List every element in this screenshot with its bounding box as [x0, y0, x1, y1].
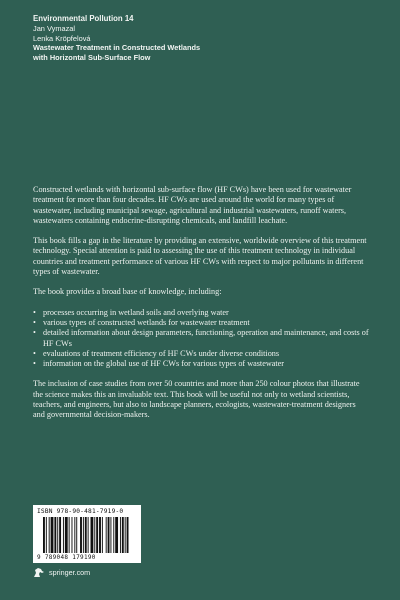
ean-number: 9 789048 179190	[37, 554, 96, 561]
cover-header	[33, 14, 373, 63]
author-name: Jan Vymazal	[33, 23, 76, 33]
list-item: • processes occurring in wetland soils and overlying water	[33, 308, 369, 318]
publisher-url: springer.com	[49, 568, 91, 577]
blurb	[33, 185, 369, 431]
blurb-paragraph: The inclusion of case studies from over 50 countries and more than 250 colour photos that illustrate the science makes this an invaluable text. This book will be useful not only to wetland scientists, teachers, and engineers, but also to landscape planners, ecologists, wastewater-treatment designers and governmental decision-makers.	[33, 379, 360, 420]
author-name: Lenka Kröpfelová	[33, 33, 91, 43]
list-item: • detailed information about design parameters, functioning, operation and maintenance, and costs of HF CWs	[33, 328, 369, 349]
springer-horse-icon	[33, 567, 45, 578]
isbn-label: ISBN 978-90-481-7919-0	[37, 508, 124, 515]
series-title: Environmental Pollution 14	[33, 14, 134, 23]
blurb-paragraph: Constructed wetlands with horizontal sub-surface flow (HF CWs) have been used for wastewater treatment for more than four decades. HF CWs are used around the world for many types of wastewater, including municipal sewage, agricultural and industrial wastewaters, runoff waters, wastewaters containing endocrine-disrupting chemicals, and landfill leachate.	[33, 185, 352, 225]
book-title-line: with Horizontal Sub-Surface Flow	[33, 53, 151, 63]
blurb-paragraph: The book provides a broad base of knowledge, including:	[33, 287, 222, 297]
knowledge-list	[33, 308, 369, 370]
list-item: • evaluations of treatment efficiency of HF CWs under diverse conditions	[33, 349, 369, 359]
list-item: • various types of constructed wetlands for wastewater treatment	[33, 318, 369, 328]
list-item: • information on the global use of HF CWs for various types of wastewater	[33, 359, 369, 369]
isbn-barcode	[33, 505, 141, 563]
blurb-paragraph: This book fills a gap in the literature by providing an extensive, worldwide overview of this treatment technology. Special attention is paid to assessing the use of this treatment technology in individual countries and treatment performance of various HF CWs with respect to major pollutants in different types of wastewater.	[33, 236, 367, 277]
publisher-link[interactable]	[33, 567, 90, 578]
barcode-icon	[43, 517, 135, 553]
book-title-line: Wastewater Treatment in Constructed Wetlands	[33, 43, 201, 53]
